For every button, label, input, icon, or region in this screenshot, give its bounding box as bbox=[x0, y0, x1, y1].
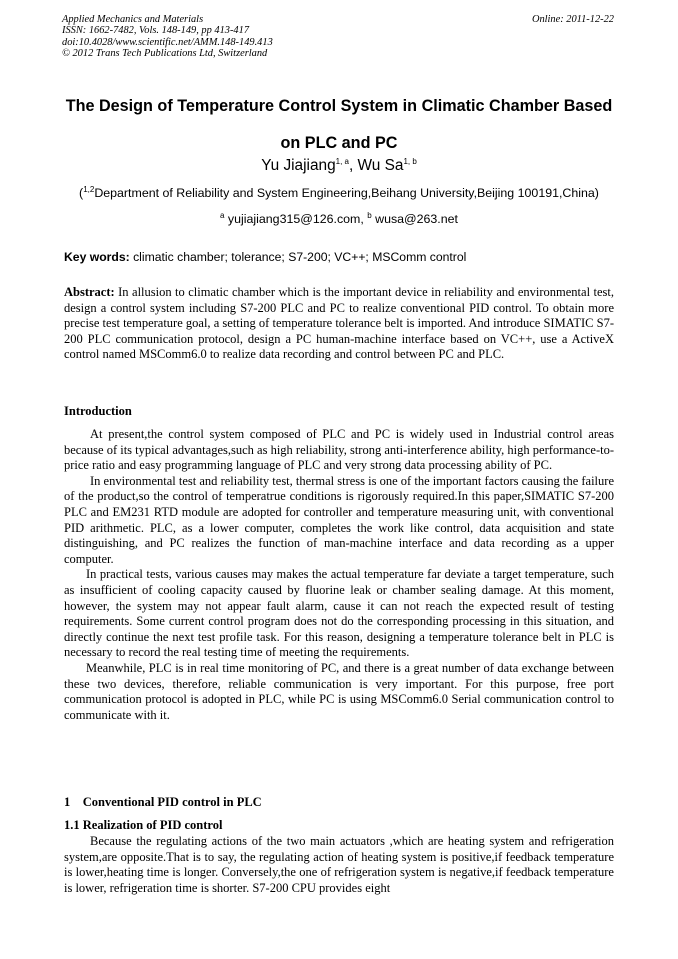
author-1: Yu Jiajiang bbox=[261, 157, 336, 174]
keywords bbox=[64, 250, 466, 264]
email-a: yujiajiang315@126.com, bbox=[224, 212, 368, 226]
section-1-1-body bbox=[64, 834, 614, 896]
email-a-sup: a bbox=[220, 210, 225, 220]
author-list bbox=[40, 157, 638, 175]
author-separator: , bbox=[348, 157, 358, 174]
copyright-line: © 2012 Trans Tech Publications Ltd, Switzerland bbox=[62, 48, 268, 60]
author-2-affil: 1, b bbox=[403, 156, 417, 166]
affiliation bbox=[40, 186, 638, 200]
affiliation-text: Department of Reliability and System Engineering,Beihang University,Beijing 100191,China) bbox=[94, 186, 599, 200]
intro-paragraph-3: In practical tests, various causes may makes the actual temperature far deviate a target temperature, such as insufficient of cooling capacity caused by fluorine leak or chamber sealing damage. At this moment, however, the system may not appear fault alarm, cause it can not reach the expected result of testing requirements. Some current control program does not do the corresponding processing in this situation, and directly continue the next test profile task. For this reason, designing a temperature tolerance belt in PLC is necessary to record the real testing time of meeting the requirements. bbox=[64, 567, 614, 660]
abstract bbox=[64, 285, 614, 363]
author-emails bbox=[40, 212, 638, 226]
journal-name: Applied Mechanics and Materials bbox=[62, 14, 204, 25]
affiliation-sup: 1,2 bbox=[83, 184, 95, 194]
intro-paragraph-2: In environmental test and reliability test, thermal stress is one of the important factors causing the failure of the product,so the control of temperatrue conditions is rigorously required.In this paper,SIMATIC S7-200 PLC and EM231 RTD module are adopted for controller and temperature measuring unit, with conventional PID arithmetic. PLC, as a lower computer, completes the work like control, data acquisition and state distinguishing, and PC realizes the function of man-machine interface and data recording as a upper computer. bbox=[64, 473, 614, 566]
online-date: Online: 2011-12-22 bbox=[531, 14, 614, 25]
author-2: Wu Sa bbox=[357, 157, 404, 174]
author-1-affil: 1, a bbox=[335, 156, 349, 166]
section-1-1-paragraph: Because the regulating actions of the two main actuators ,which are heating system and refrigeration system,are opposite.That is to say, the regulating action of heating system is positive,if feedback temperature is lower,heating time is longer. Conversely,the one of refrigeration system is negative,if feedback temperature is lower, refrigeration time is shorter. S7-200 CPU provides eight bbox=[64, 834, 614, 895]
section-1-heading: 1 Conventional PID control in PLC bbox=[64, 795, 262, 809]
keywords-label: Key words: bbox=[64, 250, 130, 264]
issn-line: ISSN: 1662-7482, Vols. 148-149, pp 413-417 bbox=[62, 25, 250, 37]
introduction-body bbox=[64, 427, 614, 723]
affiliation-open: ( bbox=[79, 186, 84, 200]
intro-paragraph-1: At present,the control system composed of PLC and PC is widely used in Industrial control areas because of its typical advantages,such as high reliability, strong anti-interference ability, high performance-to-price ratio and easy programming language of PLC and very strong data processing ability of PC. bbox=[64, 427, 614, 473]
email-b-sup: b bbox=[367, 210, 372, 220]
section-1-1-heading: 1.1 Realization of PID control bbox=[64, 818, 223, 832]
intro-paragraph-4: Meanwhile, PLC is in real time monitoring of PC, and there is a great number of data exchange between these two devices, therefore, reliable communication is very important. For this purpose, free port communication protocol is adopted in PLC, while PC is using MSComm6.0 Serial communication control to communicate with it. bbox=[64, 660, 614, 722]
email-b: wusa@263.net bbox=[371, 212, 458, 226]
introduction-heading: Introduction bbox=[64, 404, 132, 418]
journal-header bbox=[62, 14, 273, 60]
title-line-1: The Design of Temperature Control System in Climatic Chamber Based bbox=[65, 97, 613, 115]
abstract-text: In allusion to climatic chamber which is the important device in reliability and environmental test, design a control system including S7-200 PLC and PC to realize conventional PID control. To obtain more precise test temperature goal, a setting of temperature tolerance belt is imported. And introduce SIMATIC S7-200 PLC communication protocol, design a PC human-machine interface based on VC++, use a ActiveX control named MSComm6.0 to realize data recording and control between PC and PLC. bbox=[64, 285, 614, 362]
keywords-text: climatic chamber; tolerance; S7-200; VC++; MSComm control bbox=[129, 250, 467, 264]
paper-title bbox=[40, 88, 638, 162]
doi-line: doi:10.4028/www.scientific.net/AMM.148-149.413 bbox=[62, 36, 273, 48]
title-line-2: on PLC and PC bbox=[280, 134, 398, 152]
abstract-label: Abstract: bbox=[64, 285, 115, 299]
